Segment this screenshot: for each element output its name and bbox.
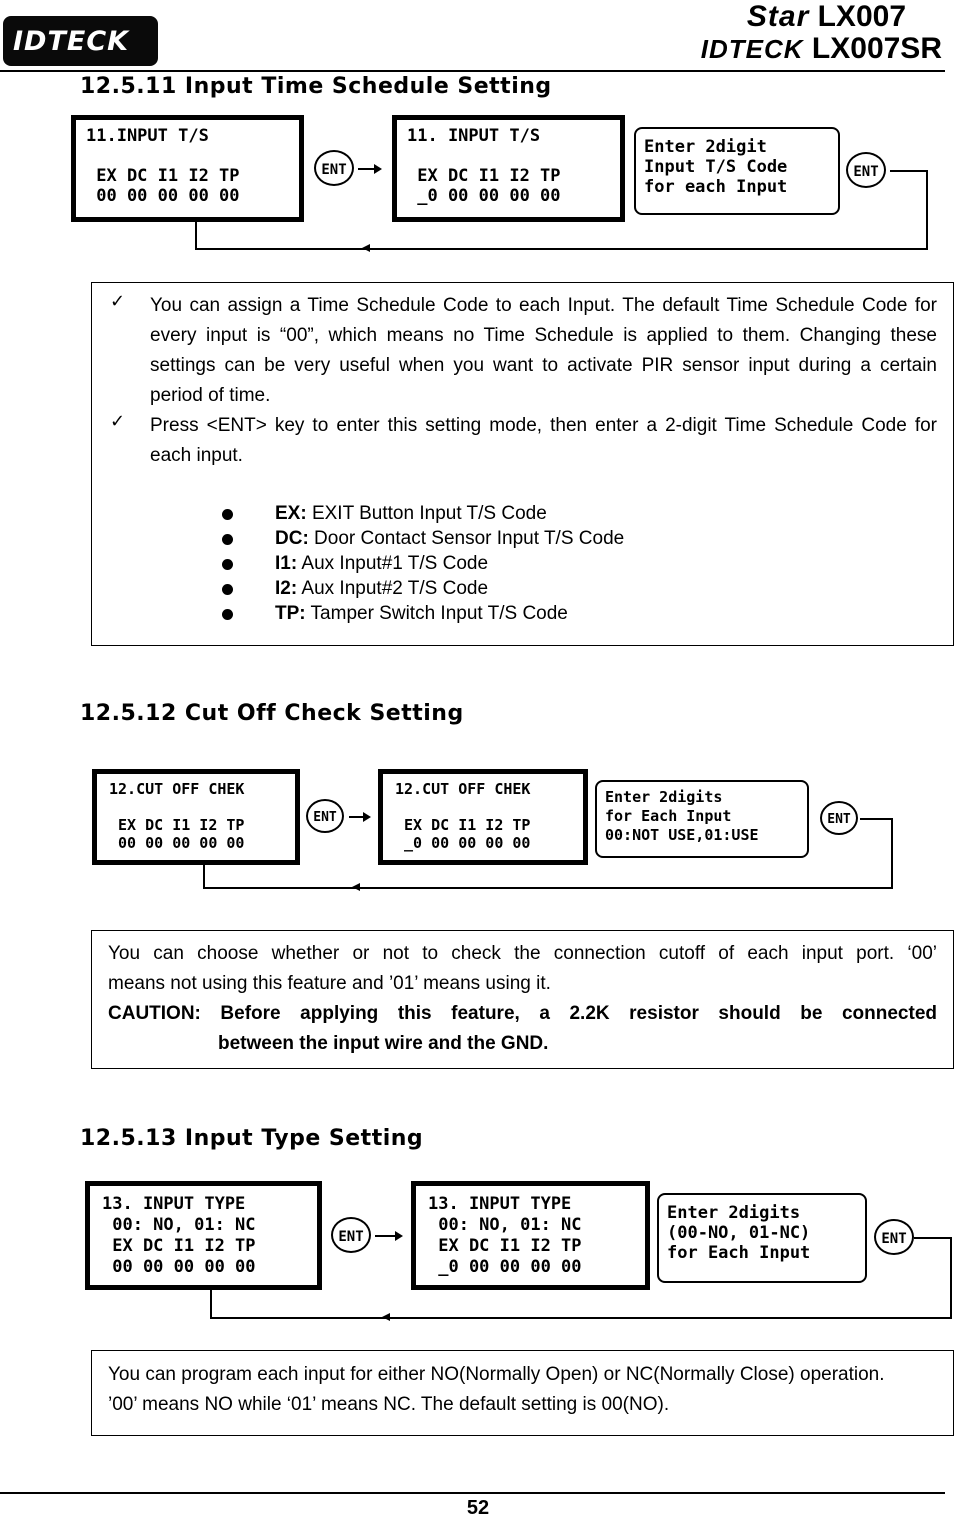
model-lx007: LX007 bbox=[817, 0, 906, 33]
ent-key-icon: ENT bbox=[314, 150, 354, 186]
lcd-screen-2: 12.CUT OFF CHEK EX DC I1 I2 TP _0 00 00 00 00 bbox=[378, 769, 588, 865]
list-item bbox=[92, 601, 937, 626]
idteck-brand: IDTECK bbox=[700, 34, 804, 64]
model-title-star bbox=[747, 0, 906, 34]
instruction-note: Enter 2digits (00-NO, 01-NC) for Each Input bbox=[657, 1193, 867, 1283]
input-type-text-line2: ’00’ means NO while ‘01’ means NC. The default setting is 00(NO). bbox=[108, 1394, 670, 1415]
lcd-screen-2: 13. INPUT TYPE 00: NO, 01: NC EX DC I1 I2 TP _0 00 00 00 00 bbox=[411, 1181, 650, 1290]
model-lx007sr: LX007SR bbox=[811, 32, 942, 65]
bullet-text: Aux Input#1 T/S Code bbox=[297, 553, 489, 574]
heading-input-ts: 12.5.11 Input Time Schedule Setting bbox=[80, 74, 552, 99]
caution-line1: CAUTION: Before applying this feature, a 2.2K resistor should be connected bbox=[108, 1003, 937, 1024]
info-box-input-ts bbox=[91, 282, 954, 646]
header-rule bbox=[0, 70, 945, 72]
ent-key-icon: ENT bbox=[331, 1217, 371, 1253]
check-text: Press <ENT> key to enter this setting mode, then enter a 2-digit Time Schedule Code for each input. bbox=[150, 415, 937, 466]
lcd-screen-1: 11.INPUT T/S EX DC I1 I2 TP 00 00 00 00 00 bbox=[71, 115, 304, 222]
check-item bbox=[92, 291, 937, 411]
input-code-list bbox=[92, 501, 937, 626]
loop-line bbox=[210, 1290, 212, 1319]
bullet-text: Tamper Switch Input T/S Code bbox=[305, 603, 568, 624]
arrow-left-icon bbox=[382, 1313, 390, 1321]
list-item bbox=[92, 551, 937, 576]
heading-input-type: 12.5.13 Input Type Setting bbox=[80, 1126, 424, 1151]
info-box-input-type bbox=[91, 1350, 954, 1436]
list-item bbox=[92, 501, 937, 526]
info-box-cut-off bbox=[91, 930, 954, 1069]
cut-off-text-line1: You can choose whether or not to check the connection cutoff of each input port. ‘00’ bbox=[108, 943, 937, 964]
idteck-logo bbox=[3, 16, 158, 66]
footer-rule bbox=[0, 1492, 945, 1494]
arrow-left-icon bbox=[362, 244, 370, 252]
arrow-left-icon bbox=[352, 883, 360, 891]
bullet-key: DC: bbox=[275, 528, 309, 549]
loop-line bbox=[203, 865, 205, 889]
model-title-idteck bbox=[701, 32, 942, 66]
instruction-note: Enter 2digits for Each Input 00:NOT USE,01:USE bbox=[595, 780, 809, 858]
input-type-text-line1: You can program each input for either NO(Normally Open) or NC(Normally Close) operation. bbox=[108, 1364, 885, 1385]
ent-key-icon: ENT bbox=[306, 799, 344, 833]
checkmark-icon: ✓ bbox=[110, 291, 126, 312]
loop-line bbox=[195, 222, 197, 250]
bullet-key: EX: bbox=[275, 503, 307, 524]
bullet-text: EXIT Button Input T/S Code bbox=[306, 503, 547, 524]
lcd-screen-2: 11. INPUT T/S EX DC I1 I2 TP _0 00 00 00 00 bbox=[392, 115, 625, 222]
star-brand: Star bbox=[746, 0, 810, 33]
ent-key-icon: ENT bbox=[820, 801, 858, 835]
lcd-screen-1: 13. INPUT TYPE 00: NO, 01: NC EX DC I1 I2 TP 00 00 00 00 00 bbox=[85, 1181, 322, 1290]
bullet-key: I2: bbox=[275, 578, 298, 599]
checkmark-icon: ✓ bbox=[110, 411, 126, 432]
cut-off-text-line2: means not using this feature and ’01’ means using it. bbox=[108, 973, 551, 994]
list-item bbox=[92, 576, 937, 601]
logo-text: IDTECK bbox=[13, 26, 130, 57]
instruction-note: Enter 2digit Input T/S Code for each Input bbox=[634, 127, 840, 215]
heading-cut-off: 12.5.12 Cut Off Check Setting bbox=[80, 701, 464, 726]
page-number: 52 bbox=[466, 1497, 490, 1519]
bullet-text: Aux Input#2 T/S Code bbox=[297, 578, 489, 599]
loop-back-line bbox=[203, 818, 893, 889]
check-text: You can assign a Time Schedule Code to each Input. The default Time Schedule Code for every input is “00”, which means no Time Schedule is applied to them. Changing these settings can be very useful when you want to activate PIR sensor input during a certain period of time. bbox=[150, 295, 937, 406]
caution-line2: between the input wire and the GND. bbox=[218, 1033, 549, 1054]
ent-key-icon: ENT bbox=[846, 152, 886, 188]
loop-back-line bbox=[210, 1237, 952, 1319]
loop-back-line bbox=[195, 170, 928, 250]
ent-key-icon: ENT bbox=[874, 1219, 914, 1255]
lcd-screen-1: 12.CUT OFF CHEK EX DC I1 I2 TP 00 00 00 00 00 bbox=[92, 769, 300, 865]
check-item bbox=[92, 411, 937, 471]
bullet-text: Door Contact Sensor Input T/S Code bbox=[308, 528, 625, 549]
bullet-key: I1: bbox=[275, 553, 298, 574]
list-item bbox=[92, 526, 937, 551]
bullet-key: TP: bbox=[275, 603, 306, 624]
